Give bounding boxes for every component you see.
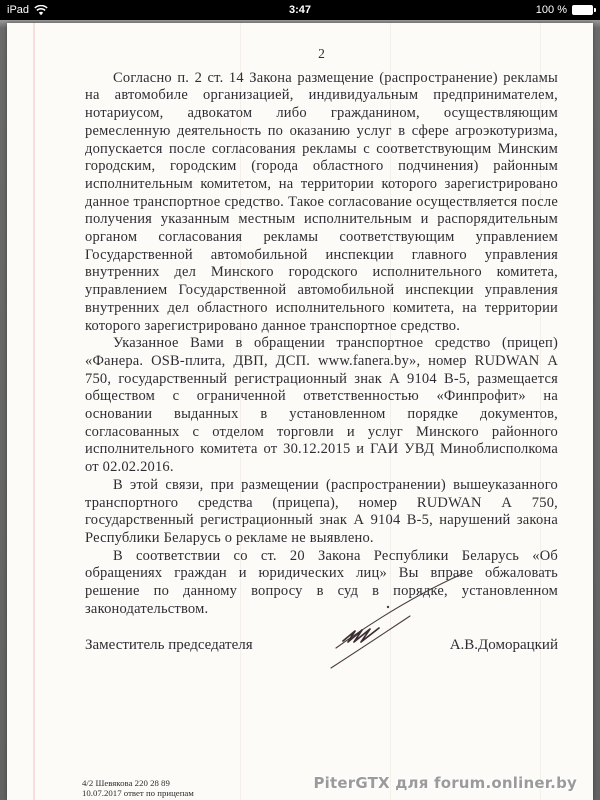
handwritten-signature <box>320 566 480 681</box>
clock: 3:47 <box>288 4 312 16</box>
footer-date-line: 10.07.2017 ответ по прицепам <box>82 788 194 798</box>
status-bar-left <box>7 4 48 16</box>
body-paragraph: В этой связи, при размещении (распространении) вышеуказанного транспортного средства (прицепа), номер RUDWAN А 750, государственный регистрационный знак А 9104 В-5, нарушений закона Республики Беларусь о рекламе не выявлено. <box>85 476 558 546</box>
body-paragraph: Указанное Вами в обращении транспортное средство (прицеп) «Фанера. OSB-плита, ДВП, ДСП. www.fanera.by», номер RUDWAN А 750, государственный регистрационный знак А 9104 В-5, размещается обществом с ограниченной ответственностью «Финпрофит» на основании выданных в установленном порядке документов, согласованных с отделом торговли и услуг Минского районного исполнительного комитета от 30.12.2015 и ГАИ УВД Миноблисполкома от 02.02.2016. <box>85 335 558 476</box>
body-paragraph: Согласно п. 2 ст. 14 Закона размещение (распространение) рекламы на автомобиле организацией, индивидуальным предпринимателем, нотариусом, адвокатом либо гражданином, осуществляющим ремесленную деятельность по оказанию услуг в сфере агроэкотуризма, допускается после согласования рекламы с соответствующим Минским городским, городским (города областного подчинения) районным исполнительным комитетом, на территории которого зарегистрировано данное транспортное средство. Такое согласование осуществляется после получения указанным местным исполнительным и распорядительным органом согласования рекламы соответствующим управлением Государственной автомобильной инспекции главного управления внутренних дел Минского городского исполнительного комитета, управлением Государственной автомобильной инспекции управления внутренних дел областного исполнительного комитета, на территории которого зарегистрировано данное транспортное средство. <box>85 69 558 334</box>
status-bar-right <box>536 4 593 16</box>
wifi-icon <box>34 5 48 16</box>
page-margin-line <box>33 23 35 800</box>
watermark-text: PiterGTX для forum.onliner.by <box>313 774 577 792</box>
battery-percent-label: 100 % <box>535 4 567 16</box>
page-number: 2 <box>318 46 325 61</box>
battery-full-icon <box>572 5 593 15</box>
body-paragraph: В соответствии со ст. 20 Закона Республики Беларусь «Об обращениях граждан и юридических лиц» Вы вправе обжаловать решение по данному вопросу в суд в порядке, установленном законодательством. <box>85 547 558 617</box>
signatory-title: Заместитель председателя <box>85 636 253 653</box>
status-bar <box>0 0 600 20</box>
signatory-name: А.В.Доморацкий <box>449 636 558 653</box>
footer-contact-line: 4/2 Шевякова 220 28 89 <box>82 778 170 788</box>
footer-note <box>82 778 194 798</box>
photo-viewer[interactable] <box>0 20 600 800</box>
device-label: iPad <box>7 4 30 16</box>
document-page <box>7 23 593 800</box>
letter-body <box>85 45 558 654</box>
